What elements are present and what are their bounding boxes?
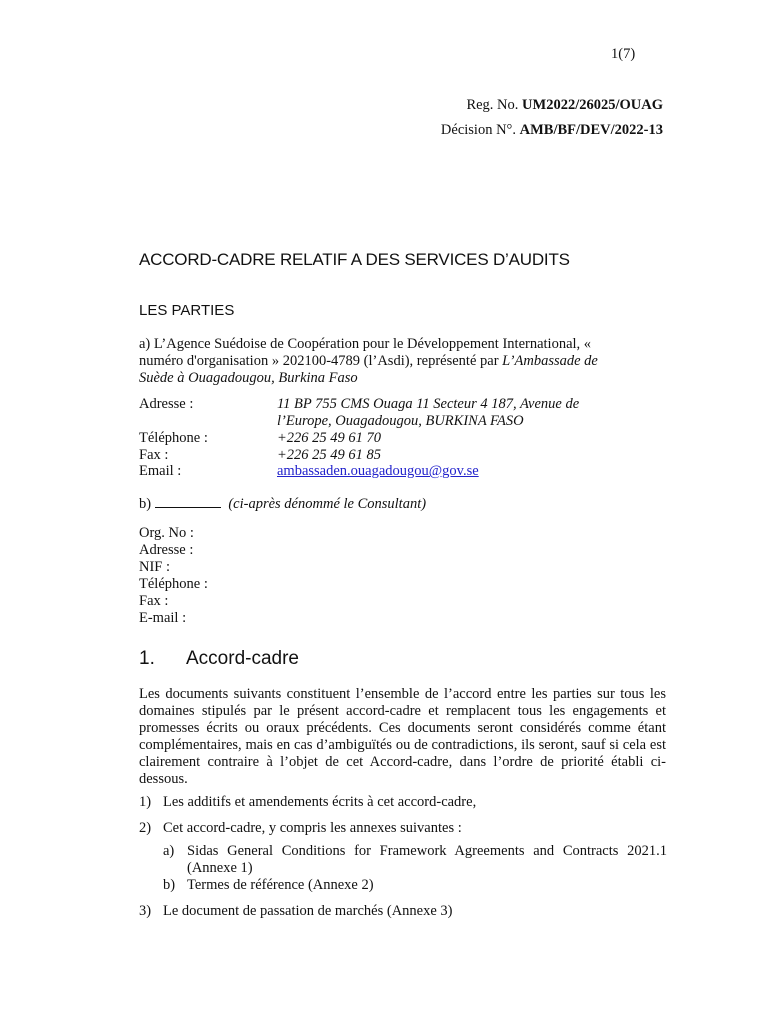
party-b-address: Adresse : — [139, 542, 194, 558]
fax-value: +226 25 49 61 85 — [277, 447, 382, 463]
section-1-title: Accord-cadre — [186, 648, 299, 669]
phone-value: +226 25 49 61 70 — [277, 430, 382, 446]
email-value-wrap — [277, 463, 637, 480]
page-number: 1(7) — [611, 46, 636, 62]
party-b-prefix: b) — [139, 496, 152, 512]
address-line2: l’Europe, Ouagadougou, BURKINA FASO — [277, 413, 524, 429]
party-b-email: E-mail : — [139, 610, 187, 626]
decision-number — [441, 122, 663, 139]
fax-label: Fax : — [139, 447, 169, 463]
party-a-description — [139, 336, 659, 387]
email-label: Email : — [139, 463, 182, 479]
document-title: ACCORD-CADRE RELATIF A DES SERVICES D’AUDITS — [139, 250, 570, 269]
address-value — [277, 396, 637, 430]
party-a-line2-text: numéro d'organisation » 202100-4789 (l’Asdi), représenté par — [139, 353, 503, 369]
party-b-org-no: Org. No : — [139, 525, 194, 541]
email-link[interactable]: ambassaden.ouagadougou@gov.se — [277, 463, 479, 479]
registration-number — [466, 97, 663, 114]
party-b-nif: NIF : — [139, 559, 171, 575]
phone-label: Téléphone : — [139, 430, 208, 446]
party-b-suffix: (ci-après dénommé le Consultant) — [228, 496, 427, 512]
list-item-number: 2) — [139, 820, 152, 836]
list-item-number: 1) — [139, 794, 152, 810]
address-line1: 11 BP 755 CMS Ouaga 11 Secteur 4 187, Avenue de — [277, 396, 580, 412]
reg-label: Reg. No. — [466, 97, 523, 113]
sub-list-item-text: Termes de référence (Annexe 2) — [187, 877, 374, 893]
party-b-fax: Fax : — [139, 593, 169, 609]
list-item-number: 3) — [139, 903, 152, 919]
party-b-phone: Téléphone : — [139, 576, 208, 592]
party-a-line3: Suède à Ouagadougou, Burkina Faso — [139, 370, 358, 386]
reg-value: UM2022/26025/OUAG — [522, 97, 663, 113]
party-b-line — [139, 494, 426, 513]
party-b-blank-field[interactable] — [155, 494, 221, 508]
list-item-text: Cet accord-cadre, y compris les annexes suivantes : — [163, 820, 462, 836]
decision-value: AMB/BF/DEV/2022-13 — [519, 122, 663, 138]
party-a-line1: a) L’Agence Suédoise de Coopération pour le Développement International, « — [139, 336, 592, 352]
sub-list-item-text: Sidas General Conditions for Framework Agreements and Contracts 2021.1 (Annexe 1) — [187, 843, 667, 876]
decision-label: Décision N°. — [440, 122, 520, 138]
section-1-heading — [139, 648, 299, 670]
address-label: Adresse : — [139, 396, 194, 412]
list-item-text: Les additifs et amendements écrits à cet accord-cadre, — [163, 794, 477, 810]
sub-list-item-letter: a) — [163, 843, 175, 859]
party-b-fields — [139, 525, 208, 627]
section-1-paragraph: Les documents suivants constituent l’ensemble de l’accord entre les parties sur tous les domaines stipulés par le présent accord-cadre et remplacent tous les engagements et promesses écrits ou oraux précédents. Ces documents seront considérés comme étant complémentaires, mais en cas d’ambiguïtés ou de contradictions, ils seront, sauf si cela est clairement contraire à l’objet de cet Accord-cadre, dans l’ordre de priorité établi ci-dessous. — [139, 686, 666, 787]
parties-heading: LES PARTIES — [139, 302, 235, 319]
list-item-text: Le document de passation de marchés (Annexe 3) — [163, 903, 453, 919]
party-a-line2 — [139, 353, 659, 370]
sub-list-item-letter: b) — [163, 877, 176, 893]
section-1-number: 1. — [139, 648, 155, 669]
party-a-representative: L’Ambassade de — [502, 353, 598, 369]
